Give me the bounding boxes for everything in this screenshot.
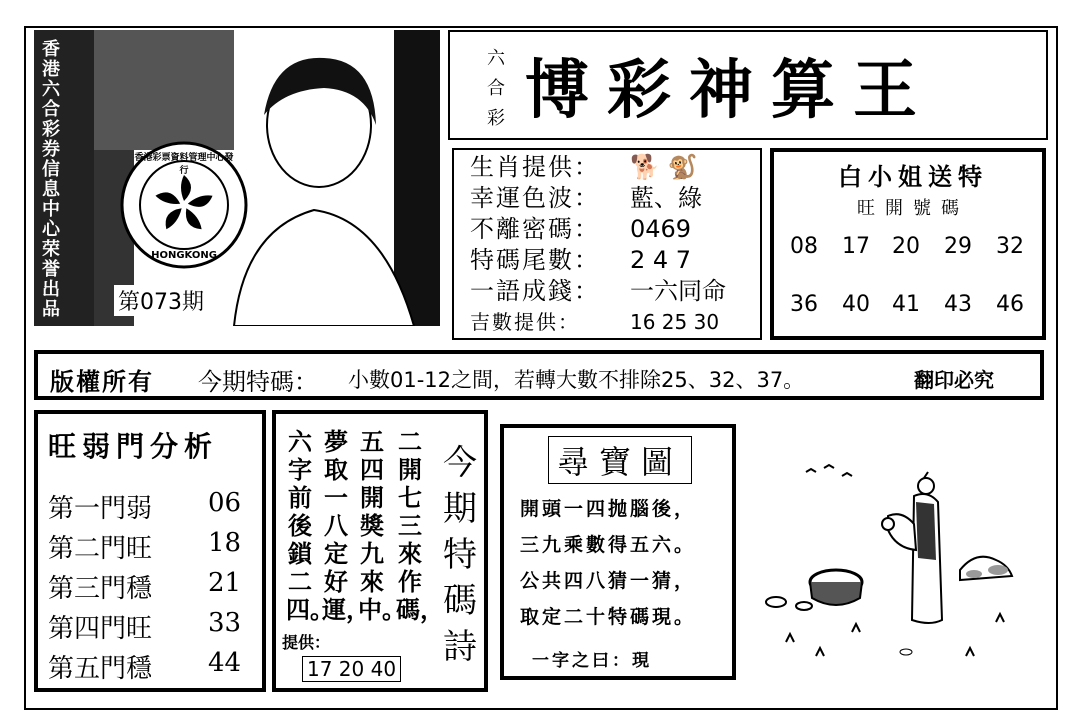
door-row (48, 488, 242, 525)
poem-column: 六字前後鎖二四。 (286, 427, 334, 624)
number: 41 (892, 292, 920, 317)
number: 17 (842, 234, 870, 259)
treasure-line: 三九乘數得五六。 (520, 534, 697, 556)
copyright-right: 翻印必究 (914, 368, 994, 392)
door-number: 44 (208, 648, 242, 678)
info-row (470, 245, 691, 275)
door-row (48, 648, 242, 685)
info-value: 0469 (630, 215, 692, 243)
info-value: 一六同命 (630, 277, 726, 305)
info-row (470, 183, 702, 213)
door-number: 21 (208, 568, 242, 598)
info-value: 藍、綠 (630, 184, 702, 212)
hero-photo (34, 30, 440, 326)
number: 20 (892, 234, 920, 259)
info-row (470, 214, 691, 244)
emblem-label: HONGKONG (151, 250, 217, 261)
info-row (470, 307, 719, 337)
banner-label: 今期特碼： (198, 368, 318, 396)
treasure-title: 尋寶圖 (548, 436, 692, 484)
info-value: 16 25 30 (630, 310, 720, 334)
info-row (470, 276, 726, 306)
number: 46 (996, 292, 1024, 317)
number: 08 (790, 234, 818, 259)
door-label: 第二門旺 (48, 534, 153, 564)
poem-column: 五四開獎九來中。 (358, 427, 406, 624)
info-label: 幸運色波： (470, 184, 600, 212)
door-number: 33 (208, 608, 242, 638)
door-label: 第一門弱 (48, 494, 153, 524)
provide-label: 提供： (282, 633, 331, 652)
door-row (48, 528, 242, 565)
info-label: 生肖提供： (470, 153, 600, 181)
small-title-char: 合 (487, 78, 505, 99)
info-label: 一語成錢： (470, 277, 600, 305)
miss-box-subtitle: 旺開號碼 (857, 198, 969, 219)
photo-caption: 香港六合彩券信息中心荣誉出品 (42, 39, 60, 320)
scene-illustration (746, 420, 1046, 682)
small-title-char: 六 (487, 48, 505, 69)
door-row (48, 568, 242, 605)
number: 32 (996, 234, 1024, 259)
door-label: 第三門穩 (48, 574, 153, 604)
info-label: 不離密碼： (470, 215, 600, 243)
poem-column: 二開七三來作碼， (396, 427, 444, 624)
poem-column: 夢取一八定好運， (322, 427, 370, 624)
emblem-ring-text: 香港彩票資料管理中心發行 (134, 153, 234, 176)
number: 29 (944, 234, 972, 259)
number: 43 (944, 292, 972, 317)
door-analysis-title: 旺弱門分析 (48, 430, 219, 463)
copyright-left: 版權所有 (50, 367, 154, 396)
door-label: 第五門穩 (48, 654, 153, 684)
door-row (48, 608, 242, 645)
poem-side-title: 今期特碼詩 (443, 443, 477, 667)
door-number: 06 (208, 488, 242, 518)
number: 36 (790, 292, 818, 317)
treasure-line: 開頭一四抛腦後， (520, 498, 697, 520)
info-value: 2 4 7 (630, 246, 692, 274)
number: 40 (842, 292, 870, 317)
info-label: 特碼尾數： (470, 246, 600, 274)
main-title: 博彩神算王 (525, 53, 935, 128)
treasure-one-word: 一字之曰：現 (532, 651, 652, 671)
info-row (470, 152, 697, 182)
info-value: 🐕 🐒 (630, 153, 698, 181)
banner-text: 小數01-12之間，若轉大數不排除25、32、37。 (348, 368, 805, 392)
special-code-banner (34, 350, 1044, 400)
door-label: 第四門旺 (48, 614, 153, 644)
treasure-line: 公共四八猜一猜， (520, 570, 697, 592)
miss-box-title: 白小姐送特 (838, 162, 988, 191)
info-label: 吉數提供： (470, 310, 580, 334)
small-title-char: 彩 (487, 108, 505, 129)
small-title (476, 44, 516, 134)
photo-illustration (34, 30, 440, 326)
door-number: 18 (208, 528, 242, 558)
provide-numbers: 17 20 40 (302, 656, 401, 682)
issue-number: 第073期 (114, 285, 208, 316)
treasure-line: 取定二十特碼現。 (520, 606, 697, 628)
